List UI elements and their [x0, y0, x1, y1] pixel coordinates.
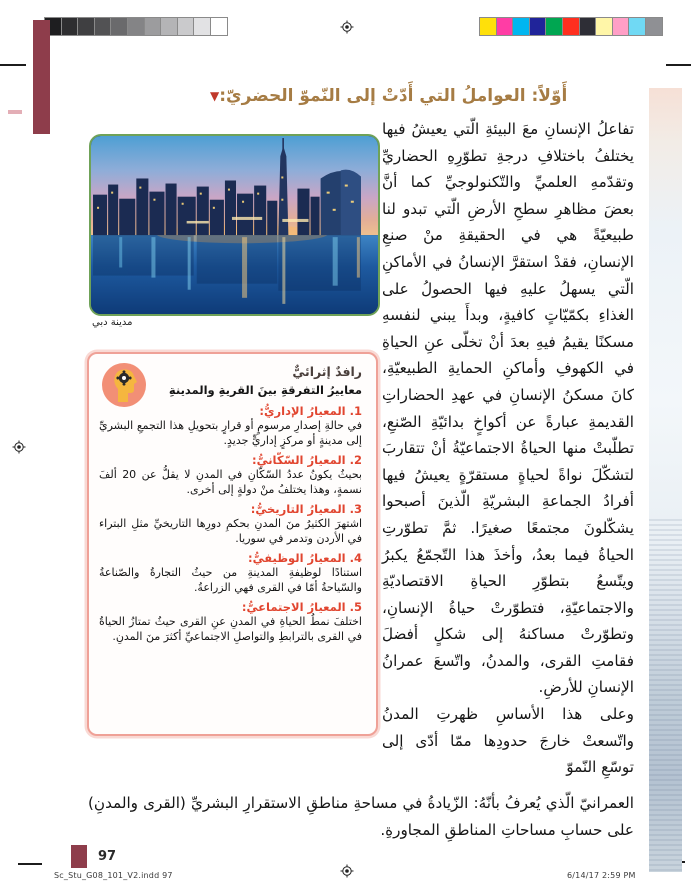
maroon-edge-bar: [33, 20, 50, 134]
criterion-item: [89, 502, 376, 546]
criterion-heading: 3. المعيارُ التاريخيُّ:: [250, 502, 362, 516]
calibration-swatch: [480, 18, 497, 35]
page-edge-bleed-strip: [649, 88, 682, 872]
calibration-swatch: [211, 18, 227, 35]
maroon-edge-nub: [8, 110, 22, 114]
calibration-swatch: [178, 18, 195, 35]
calibration-swatch: [563, 18, 580, 35]
calibration-swatch: [646, 18, 662, 35]
criterion-item: [89, 453, 376, 497]
criterion-heading: 2. المعيارُ السّكّانيُّ:: [251, 453, 362, 467]
body-paragraph: تفاعلُ الإنسانِ معَ البيئةِ الّتي يعيشُ فيها يختلفُ باختلافِ درجةِ تطوّرِهِ الحضاريِّ وتقدّمهِ العلميِّ والتّكنولوجيِّ كما أنَّ بعضَ مظاهرِ سطحِ الأرضِ الّتي تبدو لنا طبيعيّةً هي في الحقيقةِ منْ صنعِ الإنسانِ، فقدْ استقرَّ الإنسانُ في الأماكنِ الّتي يسهلُ عليهِ فيها الحصولُ على الغذاءِ بكمّيّاتٍ كافيةٍ، وبدأَ يبني لنفسهِ مسكنًا يقيمُ فيهِ بعدَ أنْ تخلّى عنِ الحياةِ في الكهوفِ وأماكنِ الحمايةِ الطبيعيّةِ، كانَ مسكنُ الإنسانِ في عهدِ الحضاراتِ القديمةِ عبارةً عن أكواخٍ بدائيّةِ الصّنعِ، تطلّبتْ منها الحياةُ الاجتماعيّةُ أنْ تتقاربَ لتشكّلَ نواةً لحياةٍ مستقرّةٍ يعيشُ فيها أفرادُ الجماعةِ البشريّةِ الّذينَ أصبحوا يشكّلونَ مجتمعًا صغيرًا. ثمَّ تطوّرتِ الحياةُ فيما بعدُ، وأخذَ هذا التّجمّعُ يكبرُ ويتّسعُ بتطوّرِ الحياةِ الاقتصاديّةِ والاجتماعيّةِ، فتطوّرتْ حياةُ الإنسانِ، وتطوّرتْ مساكنهُ إلى شكلٍ أفضلَ فقامتِ القرى، والمدنُ، واتّسعَ عمرانُ الإنسانِ للأرضِ.: [382, 120, 634, 697]
calibration-swatch: [613, 18, 630, 35]
registration-mark-icon: [340, 864, 354, 878]
calibration-swatch: [128, 18, 145, 35]
criterion-text: بحيثُ يكونُ عددُ السّكّانِ في المدنِ لا يقلُّ عن 20 ألفَ نسمةٍ، وهذا يختلفُ منْ دولةٍ إلى أخرى.: [99, 468, 362, 496]
grayscale-calibration-bar: [44, 17, 228, 36]
body-paragraph: وعلى هذا الأساسِ ظهرتِ المدنُ واتّسعتْ خارجَ حدودِها ممّا أدّى إلى توسّعِ النّموّ: [382, 705, 634, 777]
enrichment-box-subtitle: معاييرُ التفرقةِ بينَ القريةِ والمدينةِ: [168, 383, 362, 397]
calibration-swatch: [596, 18, 613, 35]
body-text-column: [382, 116, 634, 781]
photo-caption: مدينة دبي: [92, 317, 133, 328]
calibration-swatch: [145, 18, 162, 35]
criterion-heading: 4. المعيارُ الوظيفيُّ:: [248, 551, 362, 565]
criterion-text: اشتهرَ الكثيرُ منَ المدنِ بحكمِ دورِها التاريخيِّ مثلِ البتراء في الأردن وتدمر في سوريا.: [99, 517, 362, 545]
calibration-swatch: [95, 18, 112, 35]
criterion-heading: 1. المعيارُ الإداريُّ:: [259, 404, 362, 418]
calibration-swatch: [111, 18, 128, 35]
dubai-skyline-photo: [89, 134, 380, 316]
calibration-swatch: [78, 18, 95, 35]
registration-mark-icon: [340, 20, 354, 34]
calibration-swatch: [513, 18, 530, 35]
calibration-swatch: [161, 18, 178, 35]
calibration-swatch: [194, 18, 211, 35]
section-heading: [210, 86, 630, 106]
calibration-swatch: [546, 18, 563, 35]
criterion-item: [89, 404, 376, 448]
page-number: 97: [98, 849, 117, 864]
heading-triangle-icon: ▼: [210, 89, 220, 103]
thinking-head-gear-icon: [101, 362, 147, 408]
footer-filename: Sc_Stu_G08_101_V2.indd 97: [54, 871, 173, 880]
criterion-text: استنادًا لوظيفةِ المدينةِ من حيثُ التجارةُ والصّناعةُ والسّياحةُ أمّا في القرى فهي الزراعةُ.: [99, 566, 362, 594]
calibration-swatch: [629, 18, 646, 35]
criterion-text: في حالةِ إصدارِ مرسومٍ أو قرارٍ بتحويلِ هذا التجمعِ البشريِّ إلى مدينةٍ أو مركزٍ إداريٍّ جديدٍ.: [99, 419, 362, 447]
crop-mark: [0, 64, 26, 66]
body-text-bottom: العمرانيّ الّذي يُعرفُ بأنّهُ: الزّيادةُ في مساحةِ مناطقِ الاستقرارِ البشريِّ (القرى والمدنِ) على حسابِ مساحاتِ المناطقِ المجاورةِ.: [88, 794, 634, 839]
criterion-item: [89, 551, 376, 595]
criterion-text: اختلفَ نمطُ الحياةِ في المدنِ عنِ القرى حيثُ تمتازُ الحياةُ في القرى بالترابطِ والتواصلِ الاجتماعيِّ أكثرَ منَ المدنِ.: [99, 615, 362, 643]
calibration-swatch: [62, 18, 79, 35]
enrichment-box-title: رافدٌ إثرائيٌّ: [292, 364, 362, 379]
page-number-square: [71, 845, 87, 868]
color-calibration-bar: [479, 17, 663, 36]
enrichment-box: [87, 352, 378, 736]
crop-mark: [666, 64, 691, 66]
registration-mark-icon: [12, 440, 26, 454]
criterion-item: [89, 600, 376, 644]
section-heading-text: أَوّلاً: العواملُ التي أَدّتْ إلى النّموّ الحضريّ:: [219, 86, 568, 106]
calibration-swatch: [530, 18, 547, 35]
criterion-heading: 5. المعيارُ الاجتماعيُّ:: [241, 600, 362, 614]
calibration-swatch: [580, 18, 597, 35]
calibration-swatch: [497, 18, 514, 35]
footer-timestamp: 6/14/17 2:59 PM: [567, 871, 636, 880]
crop-mark: [18, 863, 42, 865]
